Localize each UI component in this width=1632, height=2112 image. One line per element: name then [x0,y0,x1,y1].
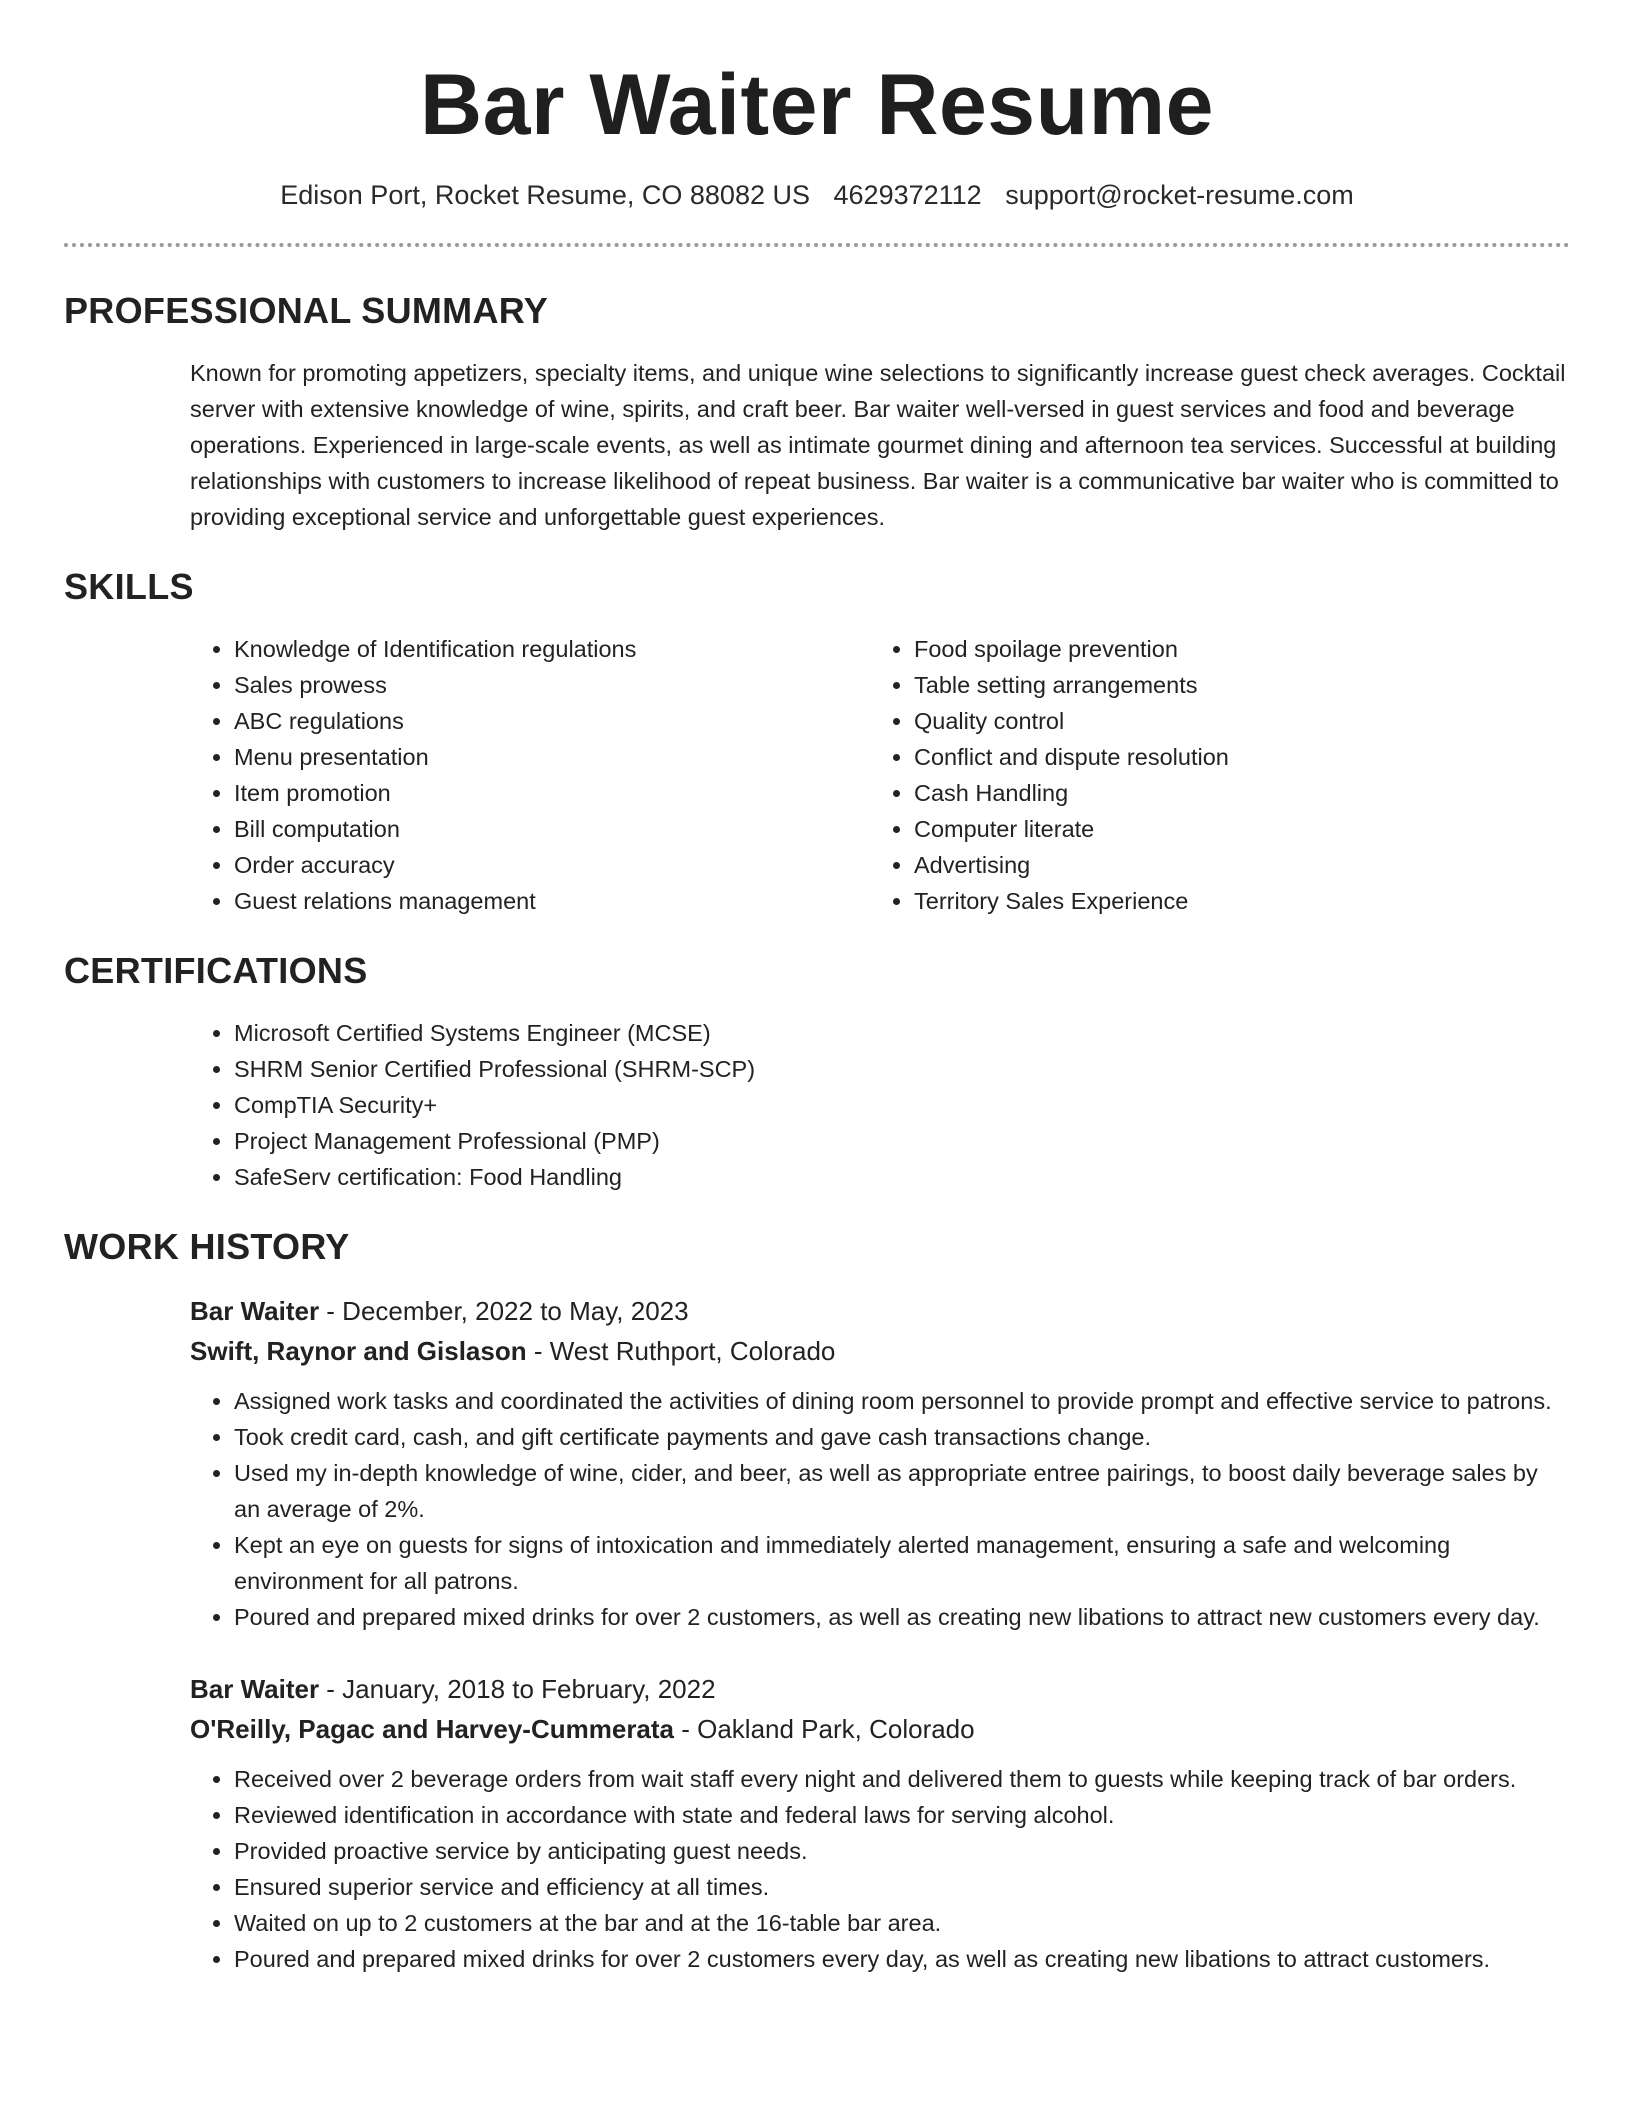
certifications-list [190,1015,1570,1195]
skill-item: • Knowledge of Identification regulations [234,631,870,667]
skill-item: • Cash Handling [914,775,1229,811]
skill-item: • Sales prowess [234,667,870,703]
job-entry [190,1291,1570,1635]
skills-column-left [190,631,870,919]
job-bullet: • Reviewed identification in accordance with state and federal laws for serving alcohol. [234,1797,1570,1833]
job-bullet: • Assigned work tasks and coordinated the activities of dining room personnel to provide prompt and effective service to patrons. [234,1383,1570,1419]
certification-item: • Project Management Professional (PMP) [234,1123,1570,1159]
certification-item: • CompTIA Security+ [234,1087,1570,1123]
job-bullet: • Received over 2 beverage orders from wait staff every night and delivered them to guests while keeping track of bar orders. [234,1761,1570,1797]
job-company-line [190,1331,1570,1371]
resume-title: Bar Waiter Resume [420,57,1214,153]
skill-item: • Bill computation [234,811,870,847]
job-company-line [190,1709,1570,1749]
skill-item: • Table setting arrangements [914,667,1229,703]
summary-text: Known for promoting appetizers, specialty items, and unique wine selections to significantly increase guest check averages. Cocktail server with extensive knowledge of wine, spirits, and craft beer. Bar waiter well-versed in guest services and food and beverage operations. Experienced in large-scale events, as well as intimate gourmet dining and afternoon tea services. Successful at building relationships with customers to increase likelihood of repeat business. Bar waiter is a communicative bar waiter who is committed to providing exceptional service and unforgettable guest experiences. [190,360,1566,530]
job-company: Swift, Raynor and Gislason [190,1336,527,1366]
job-entry [190,1669,1570,1977]
job-location: - West Ruthport, Colorado [526,1336,836,1366]
job-bullet: • Provided proactive service by anticipating guest needs. [234,1833,1570,1869]
skill-item: • Conflict and dispute resolution [914,739,1229,775]
skill-item: • ABC regulations [234,703,870,739]
skills-heading: SKILLS [64,566,194,607]
job-bullet: • Kept an eye on guests for signs of intoxication and immediately alerted management, ensuring a safe and welcoming environment for all patrons. [234,1527,1570,1599]
contact-phone: 4629372112 [833,180,982,210]
work-history-heading: WORK HISTORY [64,1226,350,1267]
job-role-line [190,1291,1570,1331]
job-role-line [190,1669,1570,1709]
skills-column-right [870,631,1229,919]
contact-line [64,177,1570,213]
job-bullets [190,1761,1570,1977]
job-bullet: • Took credit card, cash, and gift certificate payments and gave cash transactions change. [234,1419,1570,1455]
job-dates: - January, 2018 to February, 2022 [319,1674,716,1704]
skills-list [190,631,1570,919]
certification-item: • Microsoft Certified Systems Engineer (MCSE) [234,1015,1570,1051]
skill-item: • Advertising [914,847,1229,883]
contact-email: support@rocket-resume.com [1005,180,1354,210]
job-company: O'Reilly, Pagac and Harvey-Cummerata [190,1714,675,1744]
skill-item: • Quality control [914,703,1229,739]
job-bullet: • Ensured superior service and efficiency at all times. [234,1869,1570,1905]
job-dates: - December, 2022 to May, 2023 [319,1296,689,1326]
summary-heading: PROFESSIONAL SUMMARY [64,290,549,331]
job-bullet: • Poured and prepared mixed drinks for over 2 customers every day, as well as creating new libations to attract customers. [234,1941,1570,1977]
skill-item: • Item promotion [234,775,870,811]
header-divider [64,243,1570,247]
skill-item: • Menu presentation [234,739,870,775]
skill-item: • Territory Sales Experience [914,883,1229,919]
contact-address: Edison Port, Rocket Resume, CO 88082 US [280,180,810,210]
job-bullet: • Waited on up to 2 customers at the bar and at the 16-table bar area. [234,1905,1570,1941]
job-bullet: • Poured and prepared mixed drinks for over 2 customers, as well as creating new libations to attract new customers every day. [234,1599,1570,1635]
skill-item: • Guest relations management [234,883,870,919]
certification-item: • SHRM Senior Certified Professional (SHRM-SCP) [234,1051,1570,1087]
job-role: Bar Waiter [190,1674,320,1704]
job-location: - Oakland Park, Colorado [674,1714,975,1744]
skill-item: • Order accuracy [234,847,870,883]
skill-item: • Computer literate [914,811,1229,847]
job-bullets [190,1383,1570,1635]
skill-item: • Food spoilage prevention [914,631,1229,667]
job-bullet: • Used my in-depth knowledge of wine, cider, and beer, as well as appropriate entree pairings, to boost daily beverage sales by an average of 2%. [234,1455,1570,1527]
job-role: Bar Waiter [190,1296,320,1326]
certification-item: • SafeServ certification: Food Handling [234,1159,1570,1195]
certifications-heading: CERTIFICATIONS [64,950,368,991]
